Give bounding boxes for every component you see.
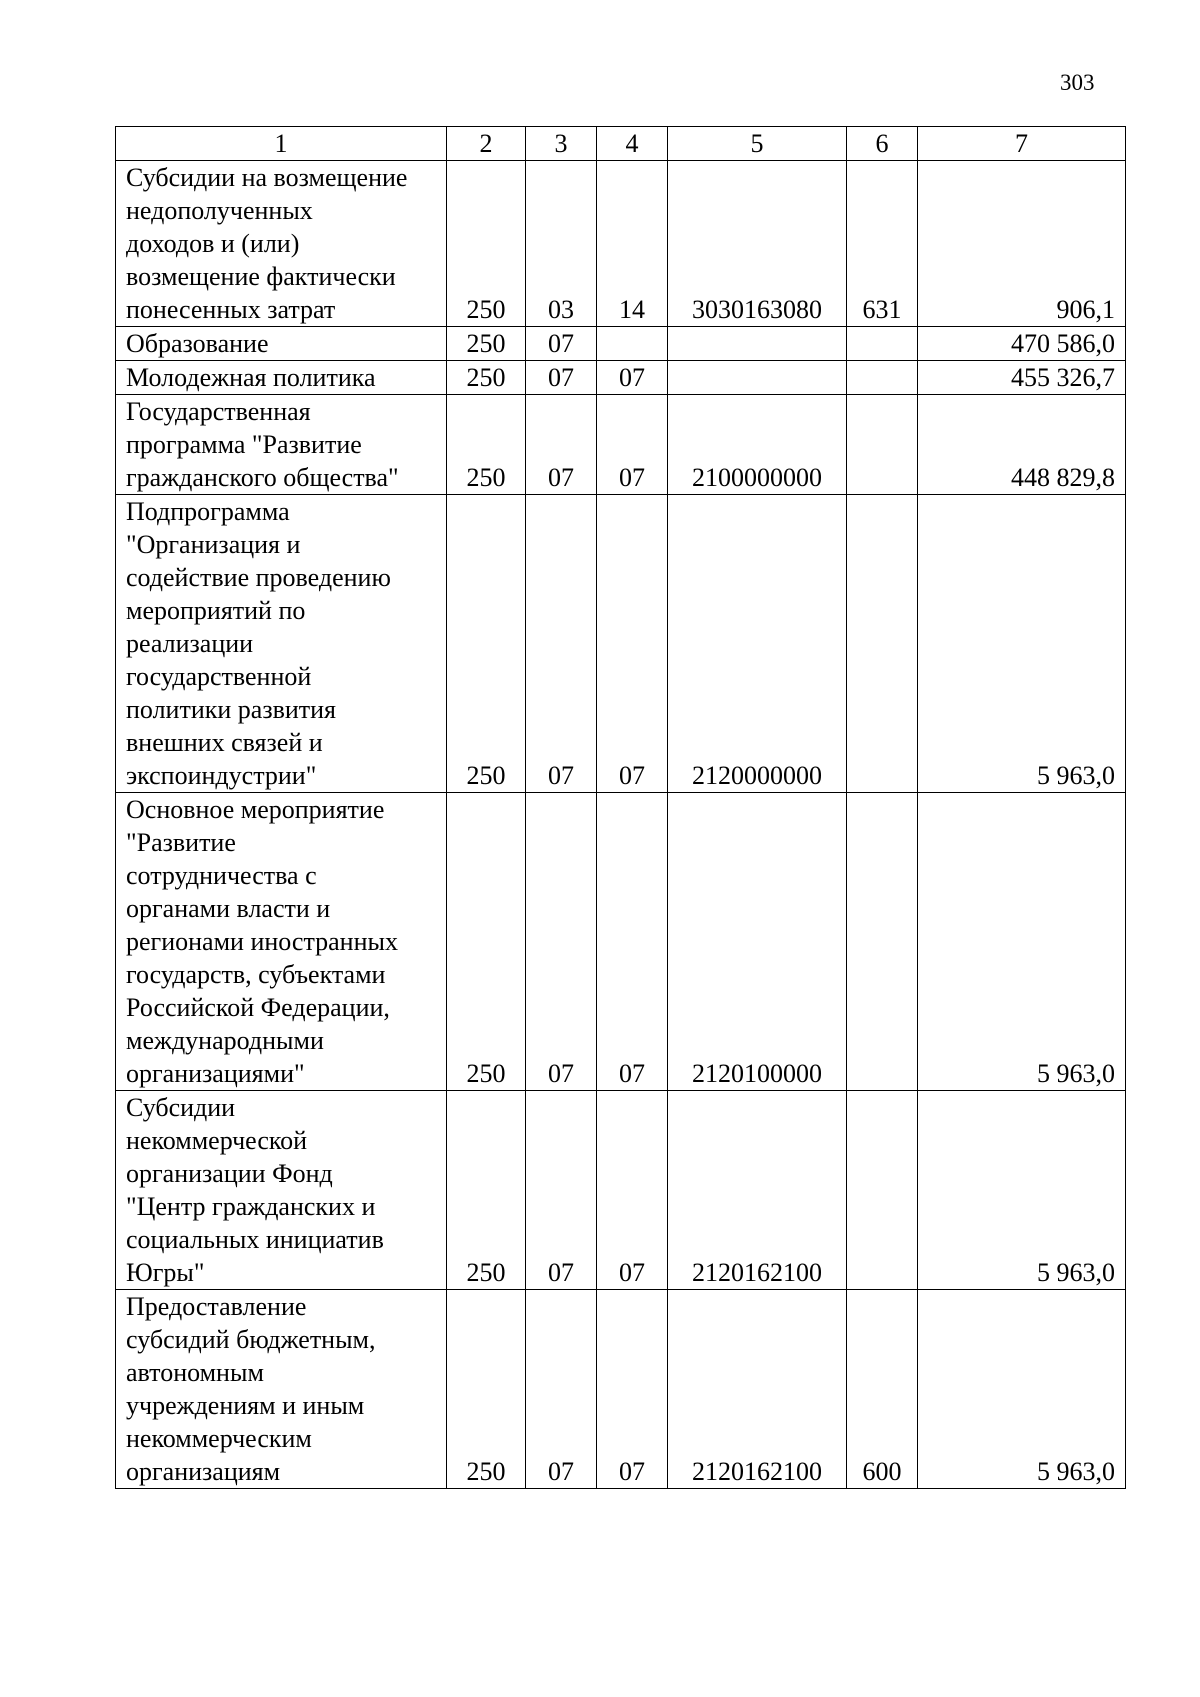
admin-code-cell: 250 bbox=[447, 327, 526, 361]
table-row bbox=[116, 395, 1126, 495]
row-name-line: Государственная bbox=[126, 397, 311, 426]
expense-type-cell: 600 bbox=[847, 1290, 918, 1489]
section-cell: 07 bbox=[526, 361, 597, 395]
subsection-cell bbox=[597, 327, 668, 361]
table-row bbox=[116, 793, 1126, 1091]
expense-type-cell bbox=[847, 495, 918, 793]
row-name-line: учреждениям и иным bbox=[126, 1391, 365, 1420]
row-name-line: Субсидии на возмещение bbox=[126, 163, 408, 192]
table-row bbox=[116, 1290, 1126, 1489]
admin-code-cell: 250 bbox=[447, 495, 526, 793]
page-number: 303 bbox=[1060, 70, 1095, 95]
amount-cell: 5 963,0 bbox=[918, 1290, 1126, 1489]
section-cell: 07 bbox=[526, 1091, 597, 1290]
section-cell: 03 bbox=[526, 161, 597, 327]
column-header-3: 3 bbox=[526, 127, 597, 161]
row-name-line: недополученных bbox=[126, 196, 313, 225]
table-row bbox=[116, 327, 1126, 361]
row-name-line: понесенных затрат bbox=[126, 295, 336, 324]
row-name-line: "Развитие bbox=[126, 828, 236, 857]
table-row bbox=[116, 161, 1126, 327]
subsection-cell: 07 bbox=[597, 1091, 668, 1290]
row-name-line: Российской Федерации, bbox=[126, 993, 390, 1022]
target-item-cell: 2120000000 bbox=[668, 495, 847, 793]
amount-cell: 448 829,8 bbox=[918, 395, 1126, 495]
row-name-cell bbox=[116, 161, 447, 327]
admin-code-cell: 250 bbox=[447, 161, 526, 327]
admin-code-cell: 250 bbox=[447, 361, 526, 395]
row-name-line: гражданского общества" bbox=[126, 463, 399, 492]
target-item-cell: 3030163080 bbox=[668, 161, 847, 327]
column-header-6: 6 bbox=[847, 127, 918, 161]
target-item-cell: 2120162100 bbox=[668, 1091, 847, 1290]
row-name-line: содействие проведению bbox=[126, 563, 391, 592]
amount-cell: 906,1 bbox=[918, 161, 1126, 327]
row-name-line: Подпрограмма bbox=[126, 497, 290, 526]
table-row bbox=[116, 1091, 1126, 1290]
target-item-cell: 2120100000 bbox=[668, 793, 847, 1091]
target-item-cell: 2100000000 bbox=[668, 395, 847, 495]
row-name-line: некоммерческой bbox=[126, 1126, 308, 1155]
table-row bbox=[116, 361, 1126, 395]
row-name-line: экспоиндустрии" bbox=[126, 761, 317, 790]
row-name-cell bbox=[116, 1091, 447, 1290]
admin-code-cell: 250 bbox=[447, 395, 526, 495]
row-name-line: государственной bbox=[126, 662, 312, 691]
row-name-line: регионами иностранных bbox=[126, 927, 398, 956]
target-item-cell bbox=[668, 327, 847, 361]
expense-type-cell bbox=[847, 327, 918, 361]
row-name-line: организациями" bbox=[126, 1059, 305, 1088]
row-name-line: Образование bbox=[126, 329, 269, 358]
section-cell: 07 bbox=[526, 793, 597, 1091]
row-name-line: Основное мероприятие bbox=[126, 795, 385, 824]
expense-type-cell: 631 bbox=[847, 161, 918, 327]
amount-cell: 455 326,7 bbox=[918, 361, 1126, 395]
row-name-cell bbox=[116, 793, 447, 1091]
expense-type-cell bbox=[847, 793, 918, 1091]
row-name-cell bbox=[116, 361, 447, 395]
section-cell: 07 bbox=[526, 327, 597, 361]
row-name-line: государств, субъектами bbox=[126, 960, 386, 989]
row-name-line: некоммерческим bbox=[126, 1424, 312, 1453]
table-body bbox=[116, 127, 1126, 1489]
row-name-line: автономным bbox=[126, 1358, 264, 1387]
amount-cell: 5 963,0 bbox=[918, 495, 1126, 793]
section-cell: 07 bbox=[526, 1290, 597, 1489]
section-cell: 07 bbox=[526, 395, 597, 495]
amount-cell: 470 586,0 bbox=[918, 327, 1126, 361]
subsection-cell: 07 bbox=[597, 1290, 668, 1489]
section-cell: 07 bbox=[526, 495, 597, 793]
row-name-line: внешних связей и bbox=[126, 728, 323, 757]
row-name-cell bbox=[116, 327, 447, 361]
row-name-line: возмещение фактически bbox=[126, 262, 396, 291]
row-name-line: организациям bbox=[126, 1457, 281, 1486]
expense-type-cell bbox=[847, 395, 918, 495]
row-name-line: органами власти и bbox=[126, 894, 331, 923]
expense-type-cell bbox=[847, 361, 918, 395]
target-item-cell bbox=[668, 361, 847, 395]
column-header-1: 1 bbox=[116, 127, 447, 161]
admin-code-cell: 250 bbox=[447, 1091, 526, 1290]
subsection-cell: 07 bbox=[597, 793, 668, 1091]
column-header-2: 2 bbox=[447, 127, 526, 161]
row-name-line: политики развития bbox=[126, 695, 337, 724]
subsection-cell: 07 bbox=[597, 495, 668, 793]
row-name-line: мероприятий по bbox=[126, 596, 306, 625]
admin-code-cell: 250 bbox=[447, 1290, 526, 1489]
row-name-cell bbox=[116, 1290, 447, 1489]
expense-type-cell bbox=[847, 1091, 918, 1290]
row-name-line: доходов и (или) bbox=[126, 229, 300, 258]
row-name-cell bbox=[116, 495, 447, 793]
row-name-line: реализации bbox=[126, 629, 254, 658]
subsection-cell: 07 bbox=[597, 361, 668, 395]
header-row bbox=[116, 127, 1126, 161]
subsection-cell: 14 bbox=[597, 161, 668, 327]
row-name-line: Субсидии bbox=[126, 1093, 236, 1122]
amount-cell: 5 963,0 bbox=[918, 1091, 1126, 1290]
row-name-line: "Организация и bbox=[126, 530, 301, 559]
row-name-line: организации Фонд bbox=[126, 1159, 333, 1188]
row-name-line: сотрудничества с bbox=[126, 861, 317, 890]
column-header-5: 5 bbox=[668, 127, 847, 161]
row-name-line: социальных инициатив bbox=[126, 1225, 384, 1254]
budget-table bbox=[115, 126, 1126, 1489]
row-name-line: международными bbox=[126, 1026, 324, 1055]
target-item-cell: 2120162100 bbox=[668, 1290, 847, 1489]
subsection-cell: 07 bbox=[597, 395, 668, 495]
column-header-7: 7 bbox=[918, 127, 1126, 161]
row-name-line: субсидий бюджетным, bbox=[126, 1325, 376, 1354]
column-header-4: 4 bbox=[597, 127, 668, 161]
row-name-line: программа "Развитие bbox=[126, 430, 362, 459]
row-name-cell bbox=[116, 395, 447, 495]
admin-code-cell: 250 bbox=[447, 793, 526, 1091]
row-name-line: "Центр гражданских и bbox=[126, 1192, 376, 1221]
row-name-line: Югры" bbox=[126, 1258, 205, 1287]
table-row bbox=[116, 495, 1126, 793]
row-name-line: Предоставление bbox=[126, 1292, 307, 1321]
row-name-line: Молодежная политика bbox=[126, 363, 376, 392]
amount-cell: 5 963,0 bbox=[918, 793, 1126, 1091]
